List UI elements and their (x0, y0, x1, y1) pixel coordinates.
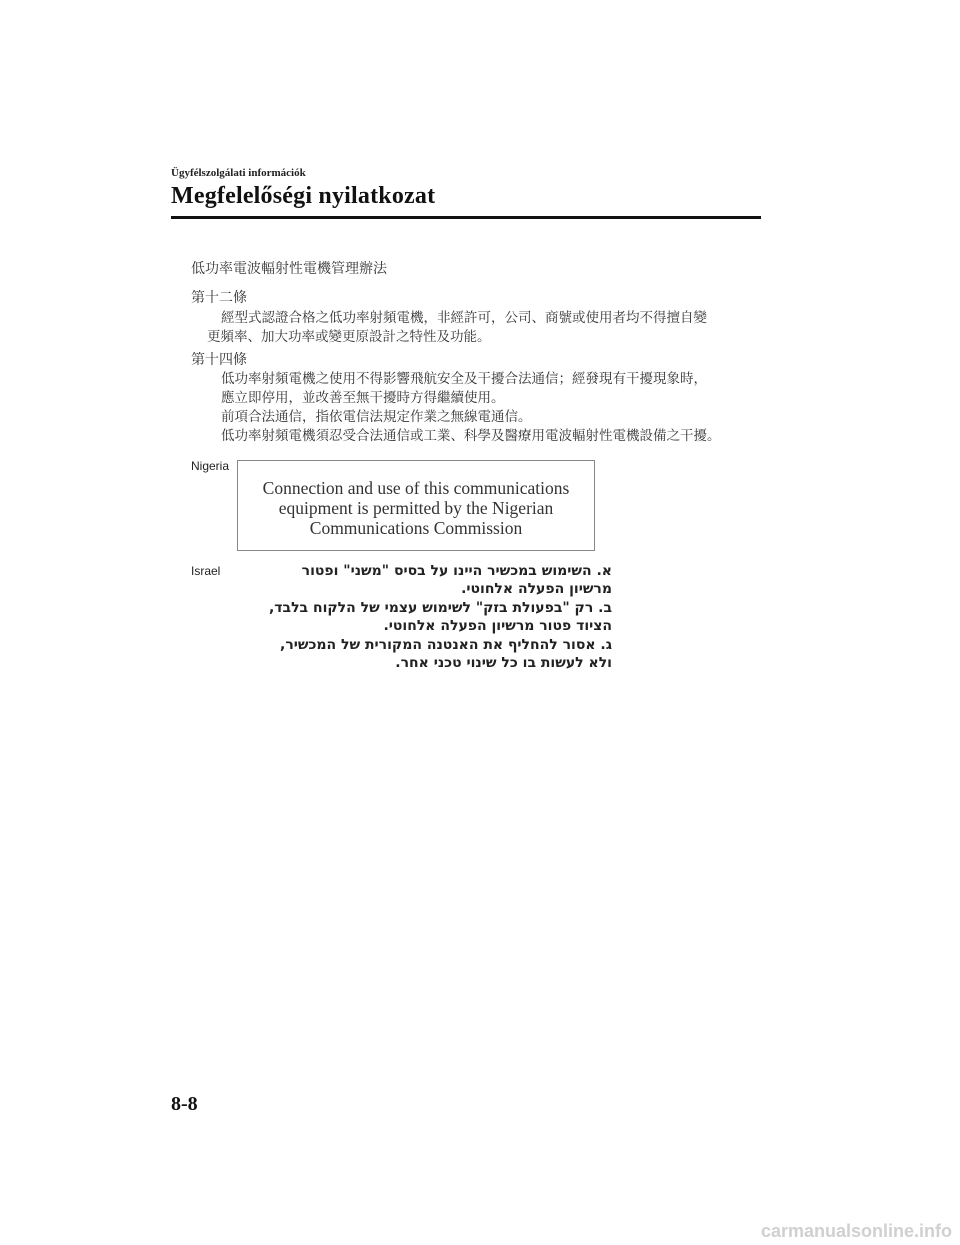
israel-notice-line: ב. רק "בפעולת בזק" לשימוש עצמי של הלקוח בלבד, (268, 600, 612, 616)
article-12-line: 經型式認證合格之低功率射頻電機，非經許可，公司、商號或使用者均不得擅自變 (221, 310, 707, 326)
notice-line: Connection and use of this communications (262, 478, 570, 498)
watermark: carmanualsonline.info (760, 1221, 952, 1241)
page-number: 8-8 (171, 1093, 198, 1115)
article-14-line: 低功率射頻電機之使用不得影響飛航安全及干擾合法通信；經發現有干擾現象時， (221, 371, 707, 387)
israel-notice-line: ג. אסור להחליף את האנטנה המקורית של המכשיר, (280, 637, 612, 653)
notice-line: equipment is permitted by the Nigerian (278, 498, 554, 518)
israel-label: Israel (191, 564, 221, 578)
section-label: Ügyfélszolgálati információk (171, 167, 306, 179)
taiwan-regulation-heading: 低功率電波輻射性電機管理辦法 (191, 261, 387, 277)
article-12-label: 第十二條 (191, 290, 247, 306)
nigeria-notice-box (237, 460, 595, 551)
article-14-line: 應立即停用，並改善至無干擾時方得繼續使用。 (221, 390, 505, 406)
article-14-line: 低功率射頻電機須忍受合法通信或工業、科學及醫療用電波輻射性電機設備之干擾。 (221, 428, 721, 444)
article-14-label: 第十四條 (191, 352, 247, 368)
notice-line: Communications Commission (309, 518, 523, 538)
article-14-line: 前項合法通信，指依電信法規定作業之無線電通信。 (221, 409, 532, 425)
article-12-line: 更頻率、加大功率或變更原設計之特性及功能。 (207, 329, 491, 345)
nigeria-label: Nigeria (191, 459, 230, 473)
israel-notice-line: א. השימוש במכשיר היינו על בסיס "משני" ופטור (301, 563, 612, 579)
israel-notice-line: ולא לעשות בו כל שינוי טכני אחר. (395, 655, 612, 671)
israel-notice-line: מרשיון הפעלה אלחוטי. (461, 581, 612, 597)
page-title: Megfelelőségi nyilatkozat (171, 183, 436, 209)
title-divider (171, 216, 761, 219)
israel-notice-line: הציוד פטור מרשיון הפעלה אלחוטי. (383, 618, 612, 634)
